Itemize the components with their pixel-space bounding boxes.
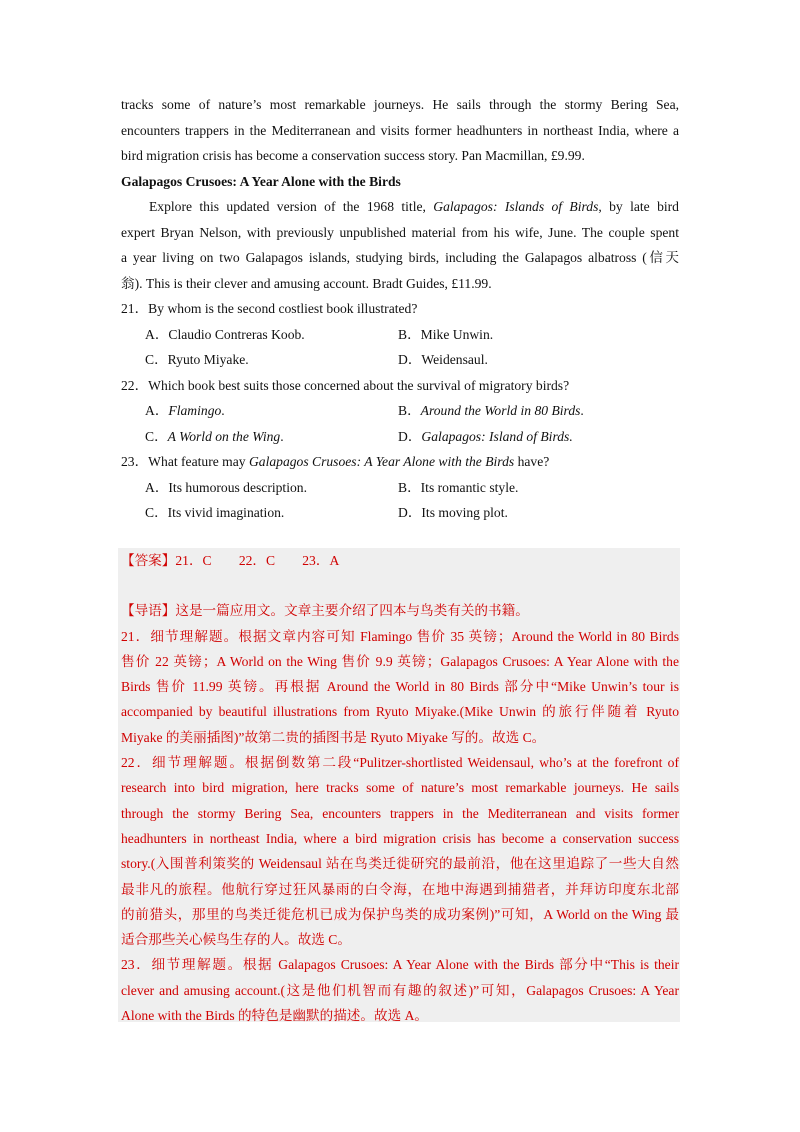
question-stem: 23．What feature may Galapagos Crusoes: A Year Alone with the Birds have?	[121, 454, 550, 469]
option-b: B．Around the World in 80 Birds.	[398, 403, 584, 418]
explanation-line: 23．细节理解题。根据 Galapagos Crusoes: A Year Alone with the Birds 部分中“This is their	[121, 957, 679, 973]
passage-line: 翁). This is their clever and amusing account. Bradt Guides, £11.99.	[121, 275, 492, 291]
option-d: D．Galapagos: Island of Birds.	[398, 428, 573, 444]
passage-line: bird migration crisis has become a conservation success story. Pan Macmillan, £9.99.	[121, 148, 585, 163]
question-stem: 22．Which book best suits those concerned about the survival of migratory birds?	[121, 377, 570, 393]
option-b: B．Its romantic style.	[398, 479, 519, 495]
explanation-line: 适合那些关心候鸟生存的人。故选 C。	[121, 932, 351, 948]
answer-line: 【答案】21．C 22．C 23．A	[121, 553, 340, 568]
answer-section	[121, 548, 679, 1028]
passage-line: a year living on two Galapagos islands, studying birds, including the Galapagos albatross (信天	[121, 250, 679, 265]
passage-line: encounters trappers in the Mediterranean and visits former headhunters in northeast India, where a	[121, 122, 679, 138]
explanation-line: through the stormy Bering Sea, encounters trappers in the Mediterranean and visits former	[121, 805, 679, 821]
option-c: C．Ryuto Miyake.	[145, 352, 249, 367]
question-23	[121, 449, 679, 526]
option-c: C．Its vivid imagination.	[145, 505, 285, 520]
passage-and-questions	[121, 92, 679, 526]
explanation-line: clever and amusing account.(这是他们机智而有趣的叙述)”可知，Galapagos Crusoes: A Year	[121, 982, 679, 998]
explanation-line: story.(入围普利策奖的 Weidensaul 站在鸟类迁徙研究的最前沿，他在这里追踪了一些大自然	[121, 856, 679, 872]
option-d: D．Its moving plot.	[398, 505, 508, 520]
passage-line: tracks some of nature’s most remarkable journeys. He sails through the stormy Bering Sea,	[121, 97, 679, 112]
option-c: C．A World on the Wing.	[145, 428, 284, 444]
option-a: A．Flamingo.	[145, 403, 225, 418]
explanation-line: headhunters in northeast India, where a bird migration crisis has become a conservation success	[121, 830, 679, 846]
guide-line: 【导语】这是一篇应用文。文章主要介绍了四本与鸟类有关的书籍。	[121, 603, 529, 619]
explanation-line: Birds 售价 11.99 英镑。再根据 Around the World in 80 Birds 部分中“Mike Unwin’s tour is	[121, 679, 679, 695]
passage-line: expert Bryan Nelson, with previously unpublished material from his wife, June. The couple spent	[121, 224, 679, 240]
option-a: A．Its humorous description.	[145, 479, 307, 495]
explanation-line: 的前猎头，那里的鸟类迁徙危机已成为保护鸟类的成功案例)”可知，A World on the Wing 最	[121, 906, 679, 922]
explanation-line: 最非凡的旅程。他航行穿过狂风暴雨的白令海，在地中海遇到捕猎者，并拜访印度东北部	[121, 881, 679, 897]
explanation-line: 22．细节理解题。根据倒数第二段“Pulitzer-shortlisted Weidensaul, who’s at the forefront of	[121, 755, 679, 771]
explanation-line: 21．细节理解题。根据文章内容可知 Flamingo 售价 35 英镑；Around the World in 80 Birds	[121, 628, 679, 644]
option-a: A．Claudio Contreras Koob.	[145, 326, 305, 342]
explanation-line: Miyake 的美丽插图)”故第二贵的插图书是 Ryuto Miyake 写的。故选 C。	[121, 729, 546, 745]
explanation-line: accompanied by beautiful illustrations from Ryuto Miyake.(Mike Unwin 的旅行伴随着 Ryuto	[121, 704, 679, 720]
explanation-line: Alone with the Birds 的特色是幽默的描述。故选 A。	[121, 1008, 428, 1024]
explanation-line: research into bird migration, here tracks some of nature’s most remarkable journeys. He sails	[121, 780, 679, 796]
passage-line: Explore this updated version of the 1968 title, Galapagos: Islands of Birds, by late bird	[149, 199, 679, 214]
question-22	[121, 373, 679, 450]
question-21	[121, 296, 679, 373]
option-d: D．Weidensaul.	[398, 352, 488, 367]
book-title: Galapagos: Islands of Birds	[433, 199, 599, 214]
explanation-line: 售价 22 英镑；A World on the Wing 售价 9.9 英镑；Galapagos Crusoes: A Year Alone with the	[121, 653, 679, 669]
book-heading: Galapagos Crusoes: A Year Alone with the Birds	[121, 173, 401, 189]
option-b: B．Mike Unwin.	[398, 326, 494, 342]
question-stem: 21．By whom is the second costliest book illustrated?	[121, 301, 418, 316]
